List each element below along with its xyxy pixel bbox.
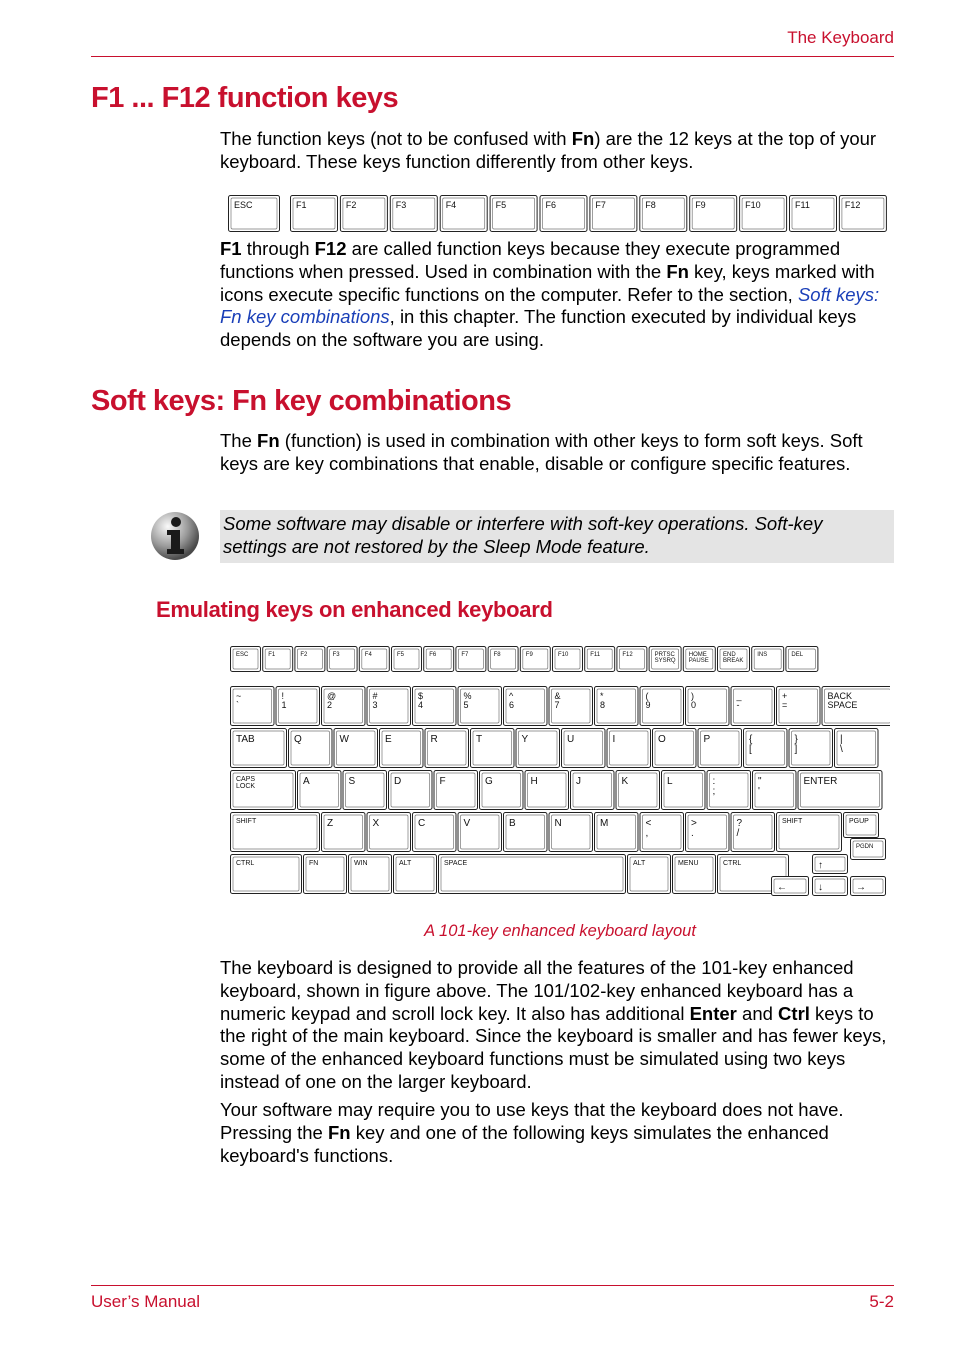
key-label: F12 bbox=[844, 200, 861, 210]
key-label: 2 bbox=[327, 700, 333, 710]
key-label: % bbox=[463, 691, 472, 701]
key-label: = bbox=[782, 700, 788, 710]
key-label: N bbox=[554, 818, 562, 829]
key-label: D bbox=[394, 776, 402, 787]
key-label: PAUSE bbox=[688, 658, 709, 664]
kbd-key-16 bbox=[752, 647, 784, 672]
key-label: 7 bbox=[554, 700, 560, 710]
kbd-num-5 bbox=[458, 687, 502, 726]
key-label: H bbox=[530, 776, 538, 787]
kbd-tab-13 bbox=[835, 729, 879, 768]
kbd-shift-1 bbox=[322, 813, 366, 852]
key-f10 bbox=[740, 196, 787, 232]
kbd-bottom-5 bbox=[628, 855, 671, 894]
key-label: U bbox=[567, 734, 575, 745]
kbd-key-0 bbox=[231, 647, 261, 672]
key-label: | bbox=[840, 734, 843, 745]
key-label: F5 bbox=[397, 652, 405, 658]
key-f3 bbox=[390, 196, 437, 232]
soft-keys-link[interactable]: Soft keys: Fn key combinations bbox=[220, 283, 880, 328]
key-label: BACK bbox=[827, 691, 853, 701]
kbd-arrow-right bbox=[851, 877, 886, 896]
key-label: _ bbox=[736, 691, 742, 701]
key-label: ALT bbox=[399, 860, 412, 867]
key-f9 bbox=[690, 196, 737, 232]
kbd-arrow-down bbox=[813, 877, 848, 896]
kbd-bottom-3 bbox=[394, 855, 437, 894]
kbd-key-4 bbox=[359, 647, 389, 672]
key-label: W bbox=[339, 734, 349, 745]
key-label: F8 bbox=[493, 652, 501, 658]
footer-manual-title: User’s Manual bbox=[91, 1292, 200, 1311]
kbd-key-17 bbox=[786, 647, 818, 672]
key-label: ~ bbox=[236, 691, 242, 701]
key-label: { bbox=[749, 734, 753, 745]
key-label: * bbox=[600, 691, 604, 701]
key-label: E bbox=[385, 734, 392, 745]
key-label: ^ bbox=[509, 691, 514, 701]
kbd-num-6 bbox=[504, 687, 548, 726]
key-label: ENTER bbox=[803, 776, 838, 787]
key-label: ] bbox=[794, 744, 798, 755]
kbd-tab-1 bbox=[289, 729, 333, 768]
key-label: MENU bbox=[678, 860, 699, 867]
key-label: > bbox=[691, 818, 697, 829]
key-label: } bbox=[794, 734, 798, 745]
key-label: , bbox=[645, 828, 649, 839]
key-label: F12 bbox=[622, 652, 633, 658]
key-label: M bbox=[600, 818, 609, 829]
key-label: 5 bbox=[463, 700, 469, 710]
key-label: - bbox=[736, 700, 740, 710]
key-label: F7 bbox=[461, 652, 469, 658]
key-f11 bbox=[790, 196, 837, 232]
key-label: INS bbox=[757, 652, 768, 658]
key-label: ' bbox=[758, 786, 760, 797]
kbd-key-2 bbox=[295, 647, 325, 672]
key-label: DEL bbox=[791, 652, 804, 658]
key-f8 bbox=[640, 196, 687, 232]
key-label: SPACE bbox=[827, 700, 858, 710]
key-label: T bbox=[476, 734, 483, 745]
heading-function-keys: F1 ... F12 function keys bbox=[91, 82, 399, 114]
key-label: V bbox=[463, 818, 471, 829]
key-label: Q bbox=[294, 734, 302, 745]
kbd-shift-2 bbox=[367, 813, 411, 852]
kbd-key-3 bbox=[327, 647, 357, 672]
kbd-key-15 bbox=[718, 647, 750, 672]
kbd-key-14 bbox=[683, 647, 715, 672]
key-label: ESC bbox=[234, 200, 253, 210]
key-f7 bbox=[590, 196, 637, 232]
key-label: BREAK bbox=[723, 658, 744, 664]
key-label: F7 bbox=[595, 200, 606, 210]
key-label: ? bbox=[736, 818, 743, 829]
heading-soft-keys: Soft keys: Fn key combinations bbox=[91, 385, 512, 417]
key-f2 bbox=[340, 196, 387, 232]
key-label: # bbox=[372, 691, 378, 701]
kbd-caps-1 bbox=[298, 771, 342, 810]
paragraph-emulating: Your software may require you to use keys that the keyboard does not have. Pressing the Fn key and one of the following keys simulates the enhanced keyboard's functions. bbox=[220, 1099, 844, 1166]
kbd-caps-8 bbox=[616, 771, 660, 810]
paragraph-soft-keys-intro: The Fn (function) is used in combination with other keys to form soft keys. Soft keys are key combinations that enable, disable or configure specific features. bbox=[220, 430, 863, 474]
kbd-bottom-1 bbox=[304, 855, 347, 894]
running-header: The Keyboard bbox=[787, 28, 894, 47]
key-label: 6 bbox=[509, 700, 515, 710]
kbd-key-9 bbox=[520, 647, 550, 672]
kbd-caps-6 bbox=[525, 771, 569, 810]
key-label: PRTSC bbox=[654, 652, 675, 658]
key-label: F6 bbox=[429, 652, 437, 658]
kbd-key-7 bbox=[456, 647, 486, 672]
key-label: F8 bbox=[645, 200, 656, 210]
key-label: ! bbox=[281, 691, 285, 701]
key-label: F6 bbox=[545, 200, 557, 210]
kbd-num-2 bbox=[322, 687, 366, 726]
kbd-shift-0 bbox=[231, 813, 320, 852]
key-label: TAB bbox=[236, 734, 255, 745]
key-label: ALT bbox=[633, 860, 646, 867]
heading-emulating-keys: Emulating keys on enhanced keyboard bbox=[156, 597, 553, 622]
paragraph-enhanced-keyboard: The keyboard is designed to provide all the features of the 101-key enhanced keyboard, shown in figure above. The 101/102-key enhanced keyboard has a numeric keypad and scroll lock key. It also has additional Enter and Ctrl keys to the right of the main keyboard. Since the keyboard is smaller and has fewer keys, some of the enhanced keyboard functions must be simulated using two keys instead of one on the larger keyboard. bbox=[220, 957, 887, 1092]
kbd-key-8 bbox=[488, 647, 518, 672]
kbd-tab-12 bbox=[789, 729, 833, 768]
kbd-caps-11 bbox=[753, 771, 797, 810]
keyboard-layout-figure bbox=[230, 646, 890, 912]
key-label: F11 bbox=[590, 652, 601, 658]
key-label: F1 bbox=[296, 200, 307, 210]
kbd-shift-6 bbox=[549, 813, 593, 852]
kbd-caps-4 bbox=[434, 771, 478, 810]
header-rule bbox=[91, 56, 894, 57]
kbd-num-0 bbox=[231, 687, 275, 726]
key-label: C bbox=[418, 818, 426, 829]
key-label: F3 bbox=[395, 200, 407, 210]
key-label: ( bbox=[645, 691, 649, 701]
kbd-tab-2 bbox=[334, 729, 378, 768]
key-label: F1 bbox=[268, 652, 276, 658]
key-label: ) bbox=[691, 691, 694, 701]
key-label: END bbox=[723, 652, 736, 658]
kbd-shift-7 bbox=[595, 813, 639, 852]
kbd-caps-9 bbox=[662, 771, 706, 810]
key-label: " bbox=[758, 776, 762, 787]
key-esc bbox=[229, 196, 280, 232]
key-f12 bbox=[839, 196, 886, 232]
kbd-caps-0 bbox=[231, 771, 296, 810]
kbd-bottom-2 bbox=[349, 855, 392, 894]
kbd-tab-8 bbox=[607, 729, 651, 768]
key-label: F bbox=[439, 776, 446, 787]
kbd-key-12 bbox=[617, 647, 647, 672]
key-label: A bbox=[303, 776, 310, 787]
kbd-shift-11 bbox=[777, 813, 842, 852]
key-label: P bbox=[703, 734, 711, 745]
key-label: 0 bbox=[691, 700, 697, 710]
paragraph-function-keys-detail: F1 through F12 are called function keys because they execute programmed functions when pressed. Used in combination with the Fn key, keys marked with icons execute specific functions on the computer. Refer to the section, Soft keys: Fn key combinations, in this chapter. The function executed by individual keys depends on the software you are using. bbox=[220, 238, 880, 351]
key-label: ← bbox=[777, 882, 787, 893]
key-label: CTRL bbox=[723, 860, 742, 867]
figure-caption: A 101-key enhanced keyboard layout bbox=[424, 922, 696, 940]
key-label: SHIFT bbox=[236, 818, 257, 825]
key-label: J bbox=[576, 776, 581, 787]
key-label: WIN bbox=[354, 860, 368, 867]
kbd-shift-3 bbox=[413, 813, 457, 852]
key-label: HOME bbox=[688, 652, 707, 658]
key-label: ↑ bbox=[818, 860, 823, 871]
kbd-shift-5 bbox=[504, 813, 548, 852]
kbd-num-10 bbox=[686, 687, 730, 726]
key-label: 4 bbox=[418, 700, 424, 710]
kbd-key-5 bbox=[392, 647, 422, 672]
kbd-shift-9 bbox=[686, 813, 730, 852]
key-label: SHIFT bbox=[782, 818, 803, 825]
key-label: ESC bbox=[236, 652, 249, 658]
kbd-key-1 bbox=[263, 647, 293, 672]
kbd-num-7 bbox=[549, 687, 593, 726]
kbd-tab-11 bbox=[744, 729, 788, 768]
key-label: F5 bbox=[495, 200, 507, 210]
key-label: X bbox=[372, 818, 380, 829]
kbd-key-11 bbox=[585, 647, 615, 672]
key-label: K bbox=[621, 776, 629, 787]
kbd-shift-8 bbox=[640, 813, 684, 852]
key-label: LOCK bbox=[236, 783, 256, 790]
key-f6 bbox=[540, 196, 587, 232]
key-f4 bbox=[440, 196, 487, 232]
key-label: < bbox=[645, 818, 652, 829]
key-label: → bbox=[856, 882, 866, 893]
key-label: Y bbox=[521, 734, 529, 745]
key-label: F10 bbox=[745, 200, 761, 210]
kbd-shift-10 bbox=[731, 813, 775, 852]
function-key-row-figure bbox=[228, 195, 889, 232]
key-label: Z bbox=[327, 818, 334, 829]
kbd-bottom-4 bbox=[439, 855, 626, 894]
key-label: ↓ bbox=[818, 882, 823, 893]
kbd-caps-5 bbox=[480, 771, 524, 810]
key-label: F11 bbox=[795, 200, 810, 210]
kbd-tab-6 bbox=[516, 729, 560, 768]
key-label: & bbox=[554, 691, 561, 701]
key-label: L bbox=[667, 776, 673, 787]
key-label: + bbox=[782, 691, 788, 701]
key-label: ` bbox=[236, 700, 239, 710]
kbd-num-1 bbox=[276, 687, 320, 726]
footer-rule bbox=[91, 1285, 894, 1286]
kbd-tab-5 bbox=[471, 729, 515, 768]
kbd-tab-9 bbox=[653, 729, 697, 768]
note-box: Some software may disable or interfere with soft-key operations. Soft-key settings are not restored by the Sleep Mode feature. bbox=[220, 510, 894, 563]
kbd-caps-3 bbox=[389, 771, 433, 810]
key-label: 9 bbox=[645, 700, 651, 710]
key-label: SPACE bbox=[444, 860, 468, 867]
kbd-num-11 bbox=[731, 687, 775, 726]
kbd-pgdn bbox=[851, 839, 886, 860]
kbd-shift-12 bbox=[844, 813, 879, 838]
key-label: \ bbox=[840, 744, 843, 755]
key-label: F3 bbox=[332, 652, 340, 658]
key-label: F2 bbox=[345, 200, 357, 210]
kbd-num-4 bbox=[413, 687, 457, 726]
key-label: F2 bbox=[300, 652, 308, 658]
kbd-caps-10 bbox=[707, 771, 751, 810]
key-label: : bbox=[712, 776, 716, 787]
kbd-key-10 bbox=[553, 647, 583, 672]
info-icon bbox=[150, 511, 200, 561]
key-label: CTRL bbox=[236, 860, 255, 867]
kbd-tab-3 bbox=[380, 729, 424, 768]
kbd-bottom-0 bbox=[231, 855, 302, 894]
key-label: B bbox=[509, 818, 516, 829]
kbd-bottom-6 bbox=[673, 855, 716, 894]
kbd-num-8 bbox=[595, 687, 639, 726]
kbd-arrow-up bbox=[813, 855, 848, 874]
kbd-shift-4 bbox=[458, 813, 502, 852]
key-label: $ bbox=[418, 691, 424, 701]
key-label: PGDN bbox=[856, 844, 874, 850]
key-label: G bbox=[485, 776, 493, 787]
kbd-num-3 bbox=[367, 687, 411, 726]
key-label: F9 bbox=[695, 200, 706, 210]
kbd-key-13 bbox=[649, 647, 681, 672]
key-label: FN bbox=[309, 860, 319, 867]
key-label: CAPS bbox=[236, 776, 256, 783]
kbd-caps-12 bbox=[798, 771, 882, 810]
key-label: @ bbox=[327, 691, 337, 701]
key-label: 3 bbox=[372, 700, 378, 710]
kbd-arrow-left bbox=[772, 877, 809, 896]
key-label: F10 bbox=[558, 652, 569, 658]
key-label: 8 bbox=[600, 700, 606, 710]
key-label: / bbox=[736, 828, 740, 839]
key-label: 1 bbox=[281, 700, 287, 710]
key-label: S bbox=[348, 776, 356, 787]
key-f5 bbox=[490, 196, 537, 232]
kbd-tab-10 bbox=[698, 729, 742, 768]
key-f1 bbox=[291, 196, 338, 232]
kbd-num-12 bbox=[777, 687, 821, 726]
kbd-caps-7 bbox=[571, 771, 615, 810]
key-label: PGUP bbox=[849, 818, 869, 825]
key-label: F4 bbox=[445, 200, 457, 210]
kbd-num-9 bbox=[640, 687, 684, 726]
kbd-key-6 bbox=[424, 647, 454, 672]
key-label: SYSRQ bbox=[654, 658, 676, 664]
key-label: F9 bbox=[525, 652, 533, 658]
key-label: O bbox=[658, 734, 666, 745]
kbd-tab-7 bbox=[562, 729, 606, 768]
key-label: R bbox=[430, 734, 438, 745]
kbd-caps-2 bbox=[343, 771, 387, 810]
kbd-num-13 bbox=[822, 687, 890, 726]
key-label: F4 bbox=[364, 652, 372, 658]
kbd-tab-4 bbox=[425, 729, 469, 768]
paragraph-function-keys-intro: The function keys (not to be confused with Fn) are the 12 keys at the top of your keyboard. These keys function differently from other keys. bbox=[220, 128, 877, 172]
kbd-tab-0 bbox=[231, 729, 287, 768]
key-label: [ bbox=[749, 744, 752, 755]
key-label: I bbox=[612, 734, 616, 745]
key-label: . bbox=[691, 828, 694, 839]
key-label: ; bbox=[712, 786, 716, 797]
footer-page-number: 5-2 bbox=[869, 1292, 894, 1311]
